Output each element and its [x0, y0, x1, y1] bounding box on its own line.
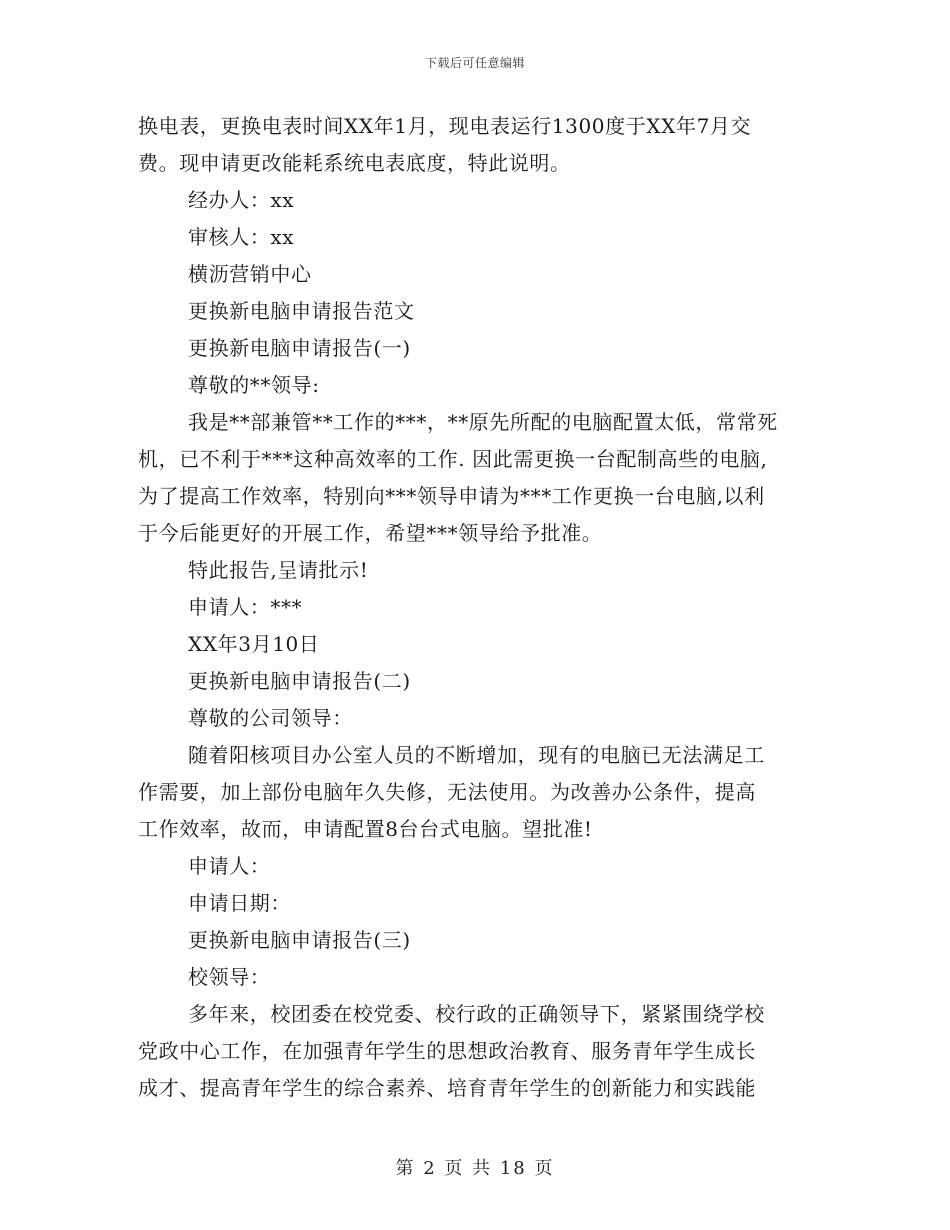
text-line: 更换新电脑申请报告范文 — [188, 299, 415, 323]
text-line: 尊敬的**领导: — [188, 373, 320, 397]
text-line: 成才、提高青年学生的综合素养、培育青年学生的创新能力和实践能 — [138, 1076, 756, 1100]
text-line: 审核人：xx — [188, 225, 295, 249]
text-line: 机，已不利于***这种高效率的工作. 因此需更换一台配制高些的电脑, — [138, 447, 768, 471]
text-line: 随着阳核项目办公室人员的不断增加，现有的电脑已无法满足工 — [188, 743, 765, 767]
text-line: 党政中心工作，在加强青年学生的思想政治教育、服务青年学生成长 — [138, 1039, 756, 1063]
text-line: 为了提高工作效率，特别向***领导申请为***工作更换一台电脑,以利 — [138, 484, 765, 508]
text-line: 作需要，加上部份电脑年久失修，无法使用。为改善办公条件，提高 — [138, 780, 756, 804]
text-line: 更换新电脑申请报告(三) — [188, 928, 411, 952]
text-line: 申请日期： — [188, 891, 291, 915]
document-body — [138, 108, 810, 1107]
page-header: 下载后可任意编辑 — [424, 56, 525, 70]
text-line: 更换新电脑申请报告(一) — [188, 336, 411, 360]
text-line: 多年来，校团委在校党委、校行政的正确领导下，紧紧围绕学校 — [188, 1002, 765, 1026]
text-line: 特此报告,呈请批示! — [188, 558, 369, 582]
text-line: 校领导： — [188, 965, 271, 989]
text-line: 费。现申请更改能耗系统电表底度，特此说明。 — [138, 151, 571, 175]
text-line: 横沥营销中心 — [188, 262, 312, 286]
text-line: XX年3月10日 — [188, 632, 320, 656]
text-line: 更换新电脑申请报告(二) — [188, 669, 411, 693]
text-line: 换电表，更换电表时间XX年1月，现电表运行1300度于XX年7月交 — [138, 114, 752, 138]
text-line: 于今后能更好的开展工作，希望***领导给予批准。 — [138, 521, 603, 545]
text-line: 我是**部兼管**工作的***，**原先所配的电脑配置太低，常常死 — [188, 410, 778, 434]
text-line: 工作效率，故而，申请配置8台台式电脑。望批准! — [138, 817, 593, 841]
page-footer: 第 2 页 共 18 页 — [395, 1158, 555, 1179]
text-line: 经办人：xx — [188, 188, 295, 212]
text-line: 申请人： — [188, 854, 271, 878]
text-line: 申请人：*** — [188, 595, 303, 619]
text-line: 尊敬的公司领导： — [188, 706, 353, 730]
